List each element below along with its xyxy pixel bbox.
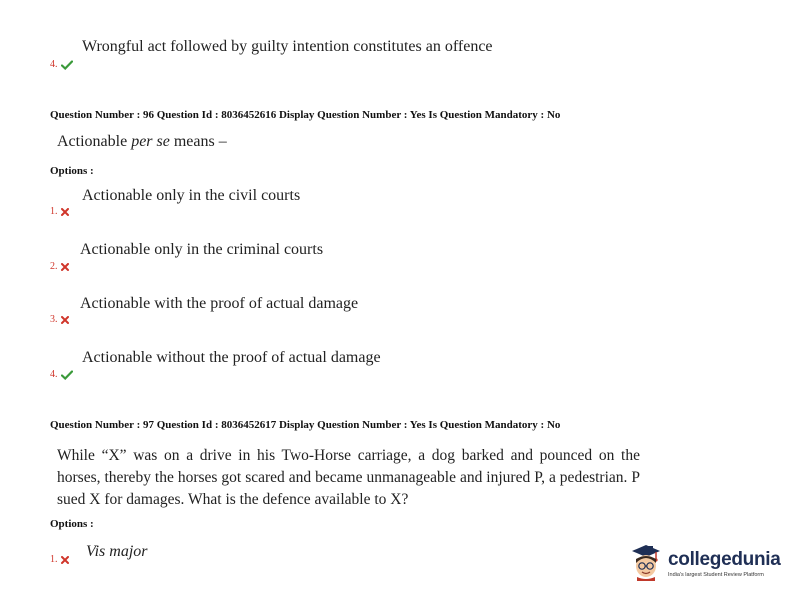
- cross-icon: [61, 316, 69, 324]
- cross-icon: [61, 208, 69, 216]
- q96-option-4-text: Actionable without the proof of actual damage: [82, 349, 381, 366]
- logo-subtitle: India's largest Student Review Platform: [668, 572, 764, 578]
- q97-option-1-number: [50, 554, 69, 565]
- question-97-options-label: Options :: [50, 518, 94, 530]
- question-96-text-after: means –: [169, 133, 227, 150]
- q96-option-2-label: 2.: [50, 261, 58, 272]
- q96-option-2-text: Actionable only in the criminal courts: [80, 241, 324, 258]
- cross-icon: [61, 556, 69, 564]
- question-96-options-label: Options :: [50, 165, 94, 177]
- cross-icon: [61, 263, 69, 271]
- q96-option-3-text: Actionable with the proof of actual damage: [80, 295, 359, 312]
- question-97-header: Question Number : 97 Question Id : 8036452617 Display Question Number : Yes Is Question Mandatory : No: [50, 419, 561, 431]
- question-97-text: While “X” was on a drive in his Two-Horse carriage, a dog barked and pounced on the horses, thereby the horses got scared and became unmanageable and injured P, a pedestrian. P sued X for damages. What is the defence available to X?: [57, 447, 640, 508]
- question-96-text-italic: per se: [131, 133, 170, 150]
- logo-text-block: [668, 549, 781, 578]
- question-96-header: Question Number : 96 Question Id : 8036452616 Display Question Number : Yes Is Question Mandatory : No: [50, 109, 561, 121]
- q96-option-3-label: 3.: [50, 314, 58, 325]
- question-96-text-before: Actionable: [57, 133, 132, 150]
- q97-option-1-text: Vis major: [86, 543, 148, 560]
- q96-option-4-number: [50, 369, 73, 380]
- q97-option-1-label: 1.: [50, 554, 58, 565]
- q96-option-4-label: 4.: [50, 369, 58, 380]
- q96-option-3-number: [50, 314, 69, 325]
- question-96-text: [57, 133, 227, 151]
- prev-option-4-number: [50, 59, 73, 70]
- collegedunia-logo: [628, 541, 781, 586]
- prev-option-4-text: Wrongful act followed by guilty intention constitutes an offence: [82, 38, 493, 55]
- graduate-mascot-icon: [628, 541, 664, 586]
- logo-title: collegedunia: [668, 549, 781, 570]
- check-icon: [61, 60, 73, 70]
- q96-option-2-number: [50, 261, 69, 272]
- q96-option-1-label: 1.: [50, 206, 58, 217]
- q96-option-1-text: Actionable only in the civil courts: [82, 187, 301, 204]
- q96-option-1-number: [50, 206, 69, 217]
- check-icon: [61, 370, 73, 380]
- prev-option-4-label: 4.: [50, 59, 58, 70]
